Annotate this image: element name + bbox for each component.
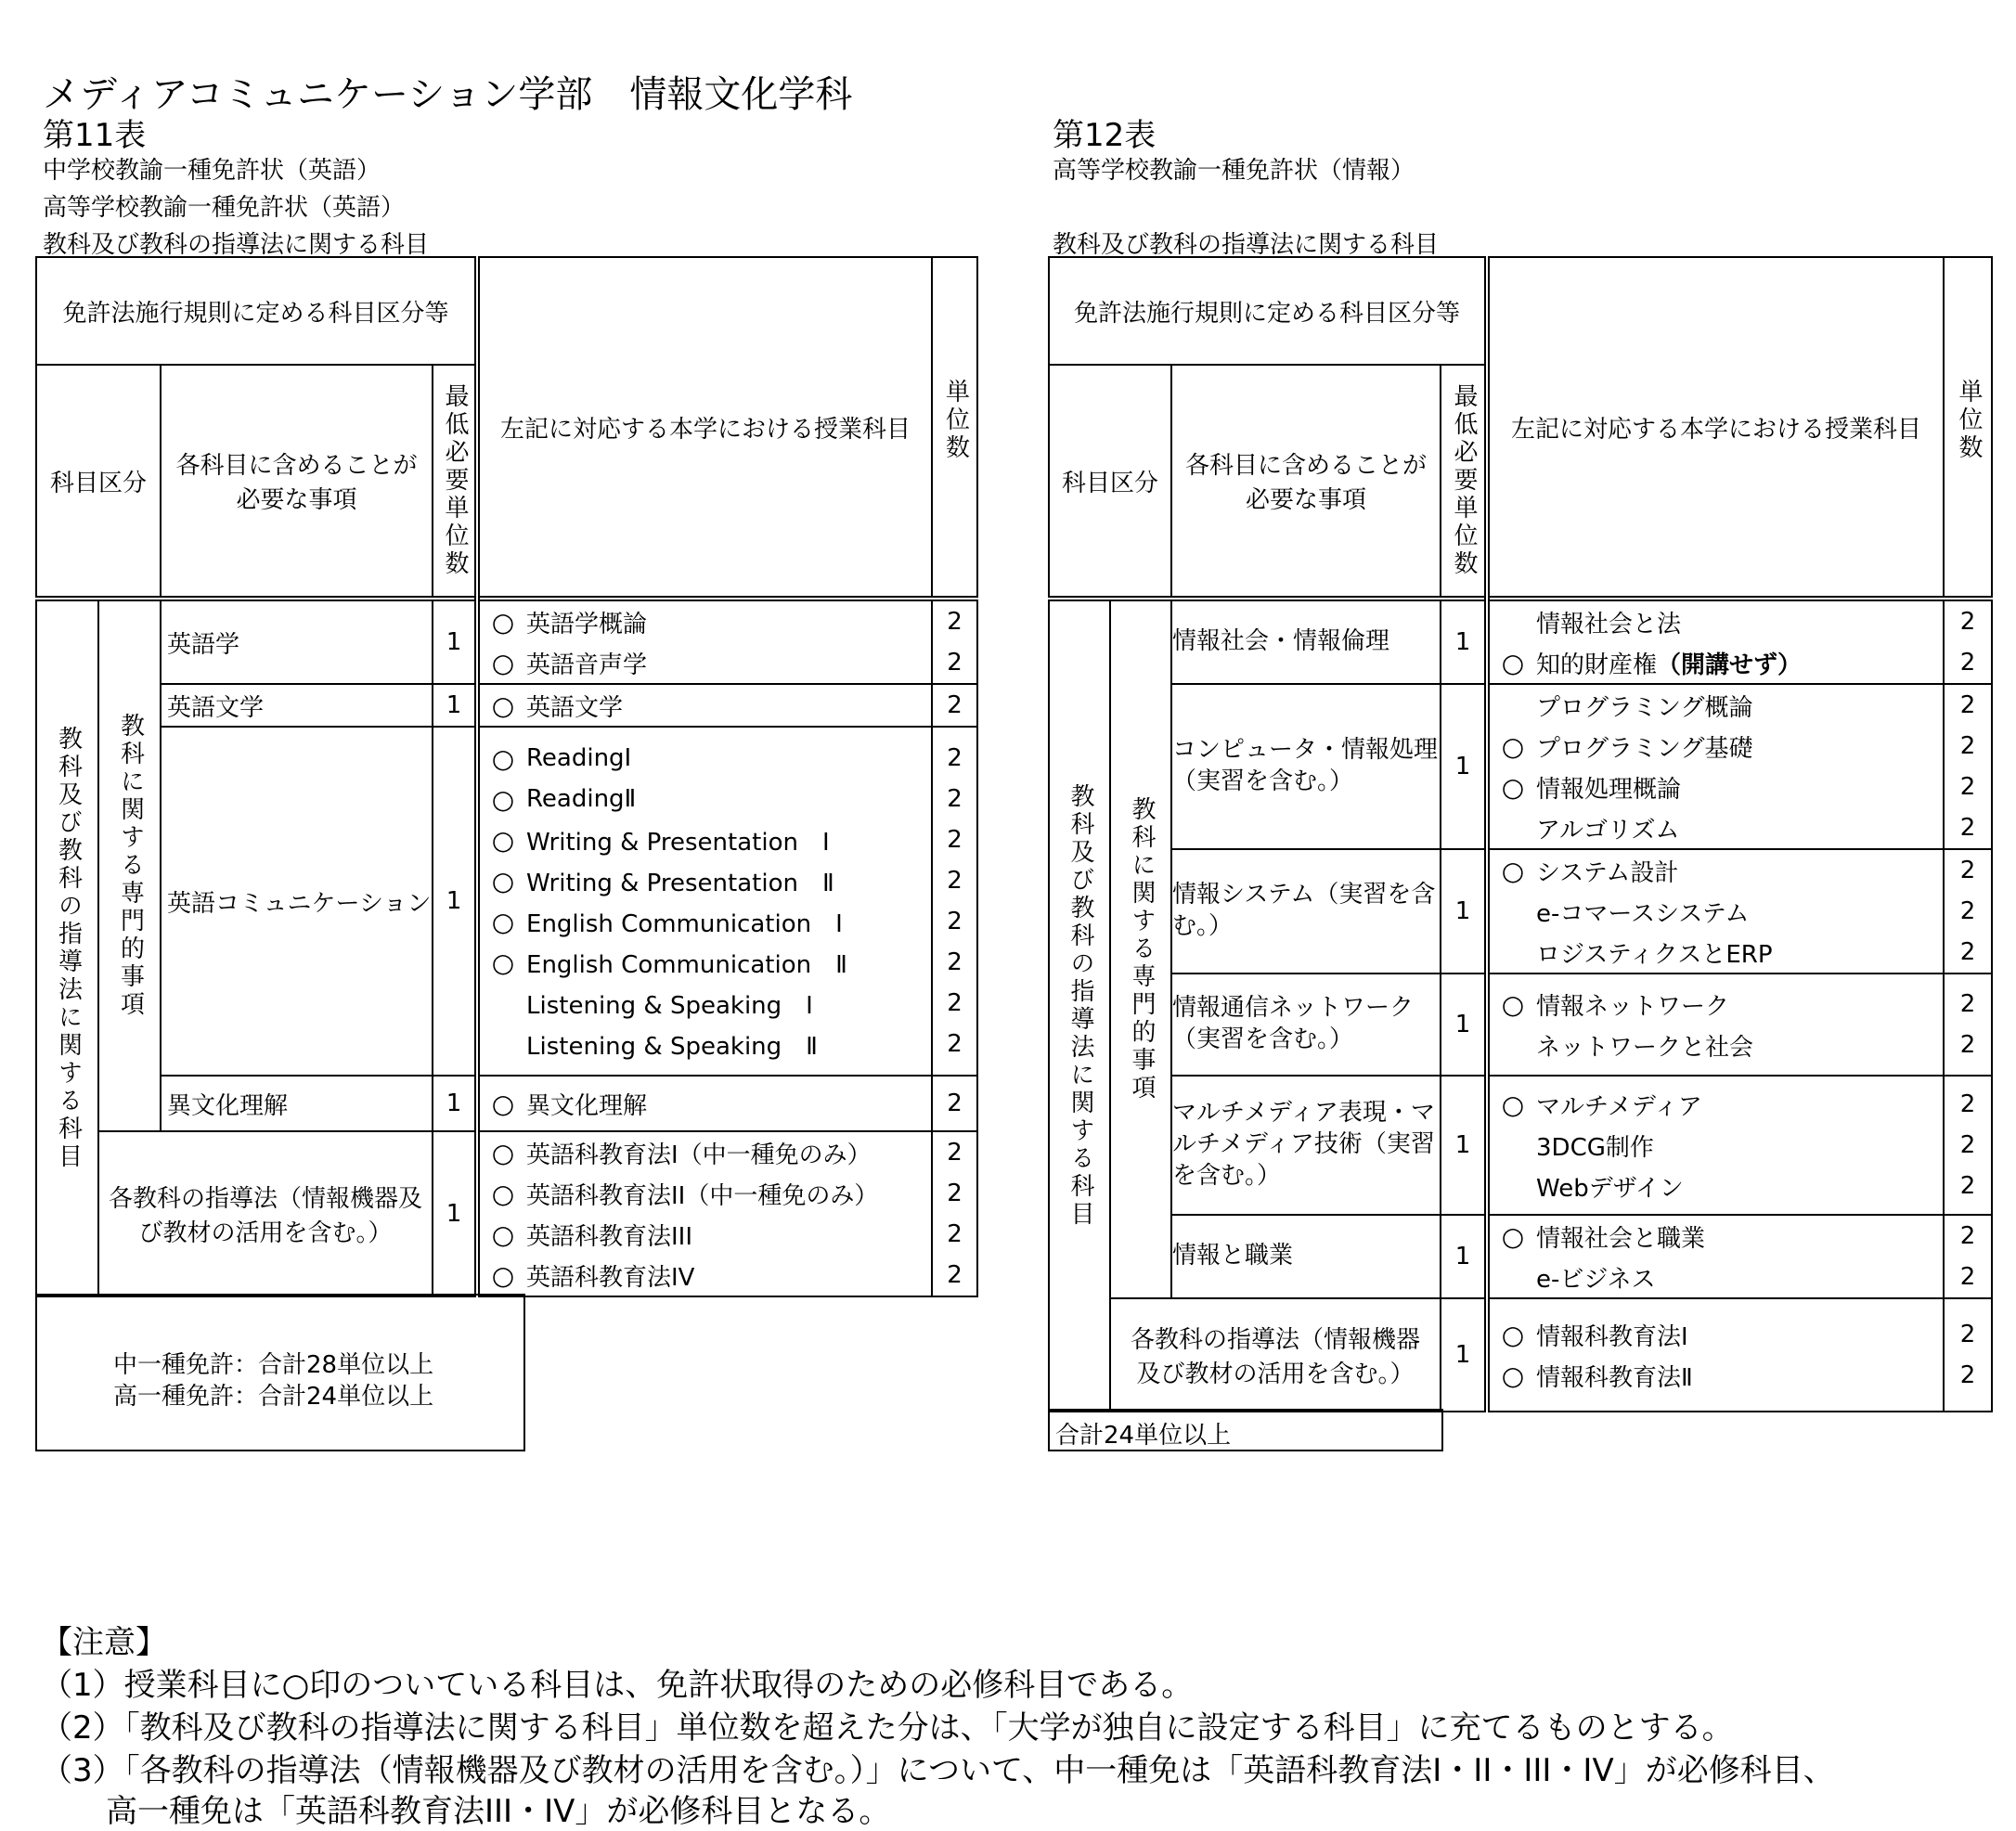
left-header-min-units: 最低必要単位数 [440, 383, 469, 578]
course-units: 2 [1959, 938, 1976, 966]
course-name: 英語学概論 [526, 610, 648, 638]
course-units: 2 [1959, 649, 1976, 677]
course-units: 2 [1959, 1031, 1976, 1059]
course-units: 2 [947, 908, 963, 935]
left-min-units: 1 [433, 599, 477, 684]
course-units: 2 [947, 1220, 963, 1248]
left-table [35, 256, 978, 1297]
course-units: 2 [1959, 773, 1976, 801]
right-min-units: 1 [1441, 974, 1487, 1076]
left-license-2: 高等学校教諭一種免許状（英語） [43, 194, 406, 222]
course-name: 英語音声学 [526, 651, 648, 679]
course-name: 3DCG制作 [1536, 1133, 1654, 1162]
right-subject-group: 教科及び教科の指導法に関する科目 [1053, 231, 1440, 259]
course-units: 2 [932, 684, 977, 727]
left-category-outer: 教科及び教科の指導法に関する科目 [54, 726, 83, 1171]
course-name: e-ビジネス [1536, 1265, 1656, 1294]
course-units: 2 [947, 785, 963, 813]
right-total-box [1048, 1409, 1443, 1451]
course-name: ReadingⅠ [526, 744, 632, 772]
course-units: 2 [1959, 1321, 1976, 1348]
course-name: 英語科教育法IV [526, 1263, 695, 1292]
required-mark: ○ [491, 783, 515, 815]
required-mark: ○ [1501, 1220, 1525, 1252]
course-units: 2 [947, 608, 963, 636]
course-name: プログラミング基礎 [1536, 734, 1753, 763]
course-name: 情報社会と法 [1536, 610, 1682, 638]
course-units: 2 [1959, 732, 1976, 760]
required-mark: ○ [491, 647, 515, 678]
left-table-number: 第11表 [43, 117, 147, 154]
right-min-units: 1 [1441, 1076, 1487, 1215]
course-name: ネットワークと社会 [1536, 1033, 1754, 1062]
course-name: 情報科教育法Ⅱ [1536, 1363, 1693, 1392]
required-mark: ○ [1501, 1089, 1525, 1120]
required-mark: ○ [491, 947, 515, 978]
left-total-1: 中一種免許：合計28単位以上 [113, 1351, 434, 1379]
required-mark: ○ [491, 690, 515, 721]
right-category-inner: 教科に関する専門的事項 [1127, 796, 1156, 1102]
right-item: 情報と職業 [1171, 1215, 1441, 1298]
course-units: 2 [947, 989, 963, 1017]
right-header-courses: 左記に対応する本学における授業科目 [1487, 257, 1944, 599]
required-mark: ○ [491, 1259, 515, 1291]
left-total-box [35, 1294, 525, 1451]
required-mark: ○ [491, 906, 515, 937]
note-3: （3）「各教科の指導法（情報機器及び教材の活用を含む。）」について、中一種免は「英語科教育法I・II・III・IV」が必修科目、 [41, 1752, 1835, 1789]
left-item: 英語学 [161, 599, 433, 684]
course-units: 2 [1959, 608, 1976, 636]
course-name: 異文化理解 [526, 1091, 648, 1120]
course-name: マルチメディア [1536, 1092, 1702, 1121]
course-name: 英語科教育法III [526, 1222, 693, 1251]
right-item: コンピュータ・情報処理（実習を含む。） [1171, 684, 1441, 849]
left-category-inner: 教科に関する専門的事項 [116, 713, 145, 1019]
right-header-category: 科目区分 [1049, 365, 1171, 599]
required-mark: ○ [1501, 855, 1525, 886]
course-name: 情報処理概論 [1536, 775, 1682, 804]
course-name: 情報社会と職業 [1536, 1224, 1706, 1253]
course-units: 2 [947, 1030, 963, 1058]
course-units: 2 [947, 1180, 963, 1207]
right-method-item: 各教科の指導法（情報機器及び教材の活用を含む。） [1110, 1298, 1441, 1412]
right-table-number: 第12表 [1053, 117, 1157, 154]
course-name: 英語科教育法I（中一種免のみ） [526, 1141, 872, 1169]
left-item: 英語文学 [161, 684, 433, 727]
left-header-regulation: 免許法施行規則に定める科目区分等 [36, 257, 477, 365]
right-min-units: 1 [1441, 599, 1487, 684]
course-units: 2 [1959, 990, 1976, 1018]
left-item: 異文化理解 [161, 1076, 433, 1131]
left-item: 英語コミュニケーション [161, 727, 433, 1076]
note-1: （1）授業科目に○印のついている科目は、免許状取得のための必修科目である。 [41, 1667, 1194, 1704]
course-name: アルゴリズム [1536, 816, 1680, 845]
course-name: 英語科教育法II（中一種免のみ） [526, 1181, 879, 1210]
course-units: 2 [947, 649, 963, 677]
course-units: 2 [947, 1139, 963, 1167]
left-header-required-items: 各科目に含めることが必要な事項 [161, 365, 433, 599]
left-header-category: 科目区分 [36, 365, 161, 599]
left-header-courses: 左記に対応する本学における授業科目 [477, 257, 932, 599]
right-method-min-units: 1 [1441, 1298, 1487, 1412]
required-mark: ○ [491, 824, 515, 856]
course-units: 2 [1959, 691, 1976, 719]
right-license-1: 高等学校教諭一種免許状（情報） [1053, 157, 1415, 185]
course-name: Webデザイン [1536, 1174, 1684, 1203]
required-mark: ○ [1501, 730, 1525, 762]
right-min-units: 1 [1441, 849, 1487, 974]
course-note: （開講せず） [1657, 651, 1803, 679]
left-min-units: 1 [433, 727, 477, 1076]
course-name: ReadingⅡ [526, 785, 637, 813]
course-name: システム設計 [1536, 858, 1679, 887]
course-name: Listening & Speaking Ⅰ [526, 991, 813, 1020]
right-item: 情報社会・情報倫理 [1171, 599, 1441, 684]
course-units: 2 [947, 867, 963, 895]
left-method-item: 各教科の指導法（情報機器及び教材の活用を含む。） [98, 1131, 433, 1296]
course-units: 2 [1959, 1263, 1976, 1291]
right-item: 情報通信ネットワーク（実習を含む。） [1171, 974, 1441, 1076]
course-units: 2 [947, 948, 963, 976]
course-units: 2 [1959, 857, 1976, 884]
left-license-1: 中学校教諭一種免許状（英語） [43, 157, 381, 185]
required-mark: ○ [1501, 647, 1525, 678]
course-name: English Communication Ⅰ [526, 909, 843, 938]
left-min-units: 1 [433, 684, 477, 727]
required-mark: ○ [491, 1137, 515, 1168]
left-subject-group: 教科及び教科の指導法に関する科目 [43, 231, 430, 259]
course-units: 2 [1959, 1361, 1976, 1389]
left-method-min-units: 1 [433, 1131, 477, 1296]
right-item: マルチメディア表現・マルチメディア技術（実習を含む。） [1171, 1076, 1441, 1215]
course-name: Listening & Speaking Ⅱ [526, 1032, 818, 1061]
right-min-units: 1 [1441, 1215, 1487, 1298]
right-header-min-units: 最低必要単位数 [1449, 383, 1478, 578]
page-title: メディアコミュニケーション学部 情報文化学科 [43, 73, 853, 116]
course-units: 2 [1959, 1222, 1976, 1250]
required-mark: ○ [491, 742, 515, 774]
course-name: 情報科教育法Ⅰ [1536, 1322, 1688, 1351]
course-name: Writing & Presentation Ⅱ [526, 869, 834, 897]
required-mark: ○ [1501, 771, 1525, 803]
course-name: 英語文学 [526, 693, 624, 722]
course-name: プログラミング概論 [1536, 693, 1753, 722]
right-table [1048, 256, 1993, 1412]
course-name: Writing & Presentation Ⅰ [526, 828, 830, 857]
course-name: 知的財産権 [1536, 651, 1658, 679]
course-units: 2 [1959, 814, 1976, 842]
note-3-continued: 高一種免は「英語科教育法III・IV」が必修科目となる。 [106, 1793, 891, 1830]
right-item: 情報システム（実習を含む。） [1171, 849, 1441, 974]
right-header-units: 単位数 [1954, 379, 1983, 462]
left-header-units: 単位数 [941, 379, 970, 462]
course-units: 2 [947, 744, 963, 772]
required-mark: ○ [1501, 988, 1525, 1020]
right-category-outer: 教科及び教科の指導法に関する科目 [1066, 783, 1094, 1229]
notes-heading: 【注意】 [41, 1624, 167, 1661]
course-name: e-コマースシステム [1536, 899, 1750, 928]
required-mark: ○ [491, 606, 515, 638]
required-mark: ○ [491, 1088, 515, 1119]
required-mark: ○ [491, 1219, 515, 1250]
course-units: 2 [1959, 897, 1976, 925]
course-units: 2 [1959, 1172, 1976, 1200]
required-mark: ○ [491, 865, 515, 896]
course-units: 2 [932, 1076, 977, 1131]
course-name: ロジスティクスとERP [1536, 940, 1773, 969]
right-total: 合計24単位以上 [1055, 1422, 1232, 1450]
required-mark: ○ [1501, 1319, 1525, 1350]
course-name: English Communication Ⅱ [526, 950, 847, 979]
course-units: 2 [947, 826, 963, 854]
course-name: 情報ネットワーク [1536, 992, 1730, 1021]
required-mark: ○ [491, 1178, 515, 1209]
course-units: 2 [1959, 1090, 1976, 1118]
note-2: （2）「教科及び教科の指導法に関する科目」単位数を超えた分は、「大学が独自に設定する科目」に充てるものとする。 [41, 1709, 1734, 1747]
required-mark: ○ [1501, 1360, 1525, 1391]
right-header-regulation: 免許法施行規則に定める科目区分等 [1049, 257, 1487, 365]
left-total-2: 高一種免許：合計24単位以上 [113, 1383, 434, 1411]
right-header-required-items: 各科目に含めることが必要な事項 [1171, 365, 1441, 599]
left-min-units: 1 [433, 1076, 477, 1131]
right-min-units: 1 [1441, 684, 1487, 849]
course-units: 2 [947, 1261, 963, 1289]
course-units: 2 [1959, 1131, 1976, 1159]
